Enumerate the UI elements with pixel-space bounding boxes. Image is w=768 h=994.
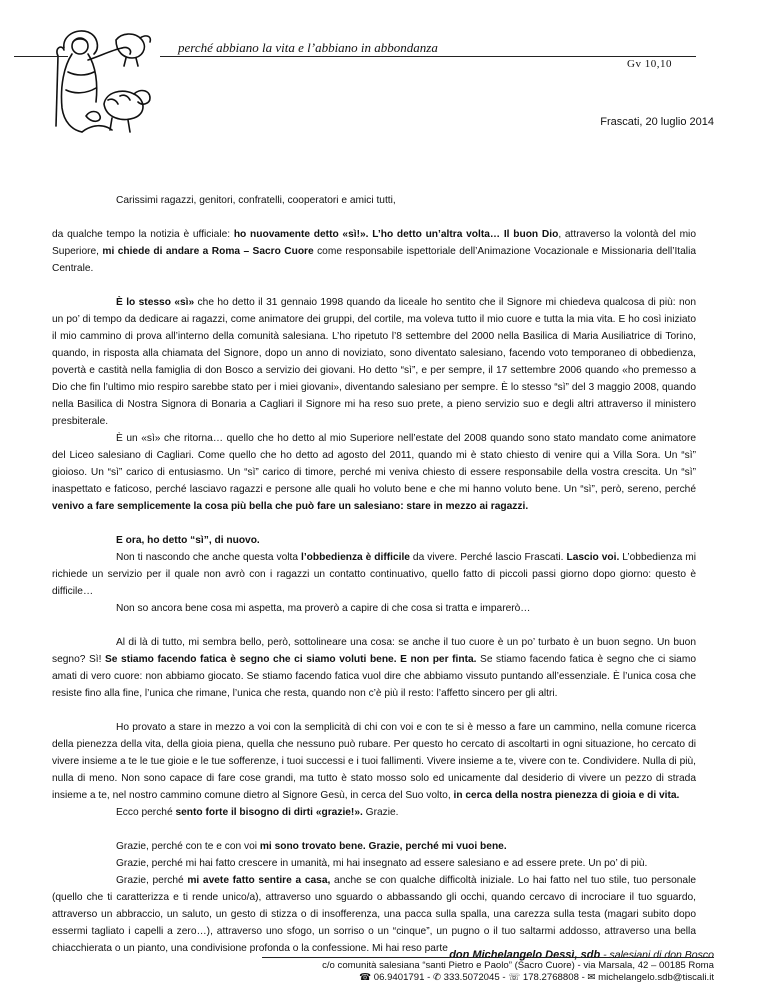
- text-run: Grazie, perché mi hai fatto crescere in umanità, mi hai insegnato ad essere salesiano e ad essere prete. Un po’ di più.: [116, 858, 648, 869]
- bold-text: È lo stesso «sì»: [116, 297, 195, 308]
- contact-line: ☎ 06.9401791 - ✆ 333.5072045 - ☏ 178.2768808 - ✉ michelangelo.sdb@tiscali.it: [359, 971, 714, 983]
- paragraph: [52, 430, 696, 515]
- bible-reference: Gv 10,10: [627, 58, 672, 70]
- paragraph: [52, 226, 696, 277]
- bold-text: ho nuovamente detto «sì!». L’ho detto un’altra volta… Il buon Dio: [233, 229, 559, 240]
- text-run: Grazie, perché con te e con voi: [116, 841, 260, 852]
- paragraph: [52, 804, 696, 821]
- text-run: Ho provato a stare in mezzo a voi con la semplicità di chi con voi e con te si è messo a fare un cammino, nella comune ricerca della pienezza della vita, della gioia piena, quella che nessuno può rubare. Per questo ho cercato di ascoltarti in ogni situazione, ho cercato di vivere insieme a te le tue gioie e le tue sofferenze, i tuoi successi e i tuoi fallimenti. Vivere insieme a te, vivere con te. Condividere. Nulla di più, nulla di meno. Non sono capace di fare cose grandi, ma tutto è stato mosso solo ed unicamente dal desiderio di vivere un pezzo di strada insieme a te, nel nostro cammino comune dietro al Signore Gesù, in cerca del Suo volto,: [52, 722, 696, 801]
- text-run: Se stiamo facendo fatica è segno che ci siamo amati di vero cuore: non abbiamo giocato. Se stiamo facendo fatica vuol dire che abbiamo vissuto puntando all’essenziale. È l’unica cosa che resiste fino alla fine, l’unica che rimane, l’unica che resta, quando non c’è più il resto: l’affetto sincero per gli altri.: [52, 654, 696, 699]
- header-rule: [160, 56, 696, 57]
- footer-address-block: [322, 960, 714, 983]
- header-rule-left: [14, 56, 68, 57]
- bold-text: mi sono trovato bene. Grazie, perché mi vuoi bene.: [259, 841, 507, 852]
- paragraph: [52, 294, 696, 430]
- text-run: , attraverso la volontà del mio Superiore,: [52, 229, 696, 257]
- bold-text: mi avete fatto sentire a casa,: [187, 875, 331, 886]
- bold-text: Se stiamo facendo fatica è segno che ci siamo voluti bene. E non per finta.: [105, 654, 477, 665]
- text-run: L’obbedienza mi richiede un servizio per il quale non avrò con i ragazzi un contatto continuativo, quello fatto di piccoli passi giorno dopo giorno: questo è difficile…: [52, 552, 697, 597]
- text-run: come responsabile ispettoriale dell’Animazione Vocazionale e Missionaria dell’Italia Centrale.: [52, 246, 696, 274]
- paragraph: [52, 600, 696, 617]
- bold-text: mi chiede di andare a Roma – Sacro Cuore: [102, 246, 314, 257]
- letter-body: [52, 192, 696, 957]
- bold-text: sento forte il bisogno di dirti «grazie!».: [175, 807, 363, 818]
- header-motto: perché abbiano la vita e l’abbiano in abbondanza: [178, 40, 438, 55]
- text-run: Non ti nascondo che anche questa volta: [116, 552, 302, 563]
- text-run: da qualche tempo la notizia è ufficiale:: [52, 229, 234, 240]
- signature-name: don Michelangelo Dessì, sdb: [449, 949, 601, 961]
- paragraph: [52, 532, 696, 549]
- paragraph: [52, 838, 696, 855]
- bold-text: in cerca della nostra pienezza di gioia e di vita.: [453, 790, 680, 801]
- paragraph: [52, 549, 696, 600]
- text-run: Non so ancora bene cosa mi aspetta, ma proverò a capire di che cosa si tratta e imparerò…: [116, 603, 531, 614]
- text-run: che ho detto il 31 gennaio 1998 quando da liceale ho sentito che il Signore mi chiedeva qualcosa di più: non un po’ di tempo da dedicare ai ragazzi, come animatore dei gruppi, del cortile, ma voleva tutto il mio cuore e tutta la mia vita. E ho così iniziato il mio cammino di prova all’interno della comunità salesiana. L’ho ripetuto l’8 settembre del 2000 nella Basilica di Maria Ausiliatrice di Torino, quando, in risposta alla chiamata del Signore, dopo un anno di noviziato, sono diventato salesiano, facendo voto temporaneo di obbedienza, povertà e castità nella famiglia di don Bosco a servizio dei giovani. Ho detto “sì”, e per sempre, il 17 settembre 2006 quando «ho premesso a Dio che fin l’ultimo mio respiro sarebbe stato per i miei giovani», diventando salesiano per sempre. È lo stesso “sì” del 3 maggio 2008, quando nella Basilica di Nostra Signora di Bonaria a Cagliari il Signore mi ha reso suo prete, a pieno servizio suo e degli altri attraverso il ministero presbiterale.: [52, 297, 696, 427]
- paragraph: [52, 855, 696, 872]
- text-run: È un «sì» che ritorna… quello che ho detto al mio Superiore nell’estate del 2008 quando sono stato mandato come animatore del Liceo salesiano di Cagliari. Come quello che ho detto ad agosto del 2011, quando mi è stato chiesto di venire qui a Villa Sora. Un “sì” gioioso. Un “sì” carico di entusiasmo. Un “sì” carico di timore, perché mi veniva chiesto di essere responsabile della vostra crescita. Un “sì” inaspettato e faticoso, perché lasciavo ragazzi e persone alle quali ho voluto bene e che mi hanno voluto bene. Un “sì”, però, sereno, perché: [52, 433, 696, 495]
- letter-date: Frascati, 20 luglio 2014: [600, 116, 714, 128]
- text-run: da vivere. Perché lascio Frascati.: [409, 552, 567, 563]
- postal-address: c/o comunità salesiana “santi Pietro e Paolo” (Sacro Cuore) - via Marsala, 42 – 00185 Roma: [322, 960, 714, 971]
- bold-text: venivo a fare semplicemente la cosa più bella che può fare un salesiano: stare in mezzo ai ragazzi.: [52, 501, 529, 512]
- good-shepherd-logo: [42, 26, 162, 138]
- signature-affiliation: - salesiani di don Bosco: [600, 949, 714, 961]
- text-run: Grazie.: [362, 807, 399, 818]
- footer-rule: [262, 957, 714, 958]
- paragraph: [52, 719, 696, 804]
- text-run: Al di là di tutto, mi sembra bello, però, sottolineare una cosa: se anche il tuo cuore è un po’ turbato è un buon segno. Un buon segno? Sì!: [52, 637, 696, 665]
- paragraph: [52, 634, 696, 702]
- bold-text: l’obbedienza è difficile: [301, 552, 410, 563]
- bold-text: E ora, ho detto “sì”, di nuovo.: [116, 535, 260, 546]
- text-run: Grazie, perché: [116, 875, 188, 886]
- salutation: Carissimi ragazzi, genitori, confratelli, cooperatori e amici tutti,: [116, 195, 396, 206]
- text-run: anche se con qualche difficoltà iniziale. Lo hai fatto nel tuo stile, tuo personale (quello che ti caratterizza e ti rende unico/a), attraverso uno sguardo o abbassando gli occhi, quando cercavo di incrociare il tuo sguardo, attraverso un abbraccio, un saluto, un gesto di stizza o di insofferenza, una pacca sulla spalla, una carezza sulla testa (magari subito dopo essermi tagliato i capelli a zero…), attraverso uno sfogo, un sorriso o un “cinque”, un pugno o il tuo saltarmi addosso, attraverso una bella chiacchierata o un pianto, una condivisione profonda o la confessione. Mi hai reso parte: [52, 875, 697, 954]
- bold-text: Lascio voi.: [566, 552, 620, 563]
- text-run: Ecco perché: [116, 807, 176, 818]
